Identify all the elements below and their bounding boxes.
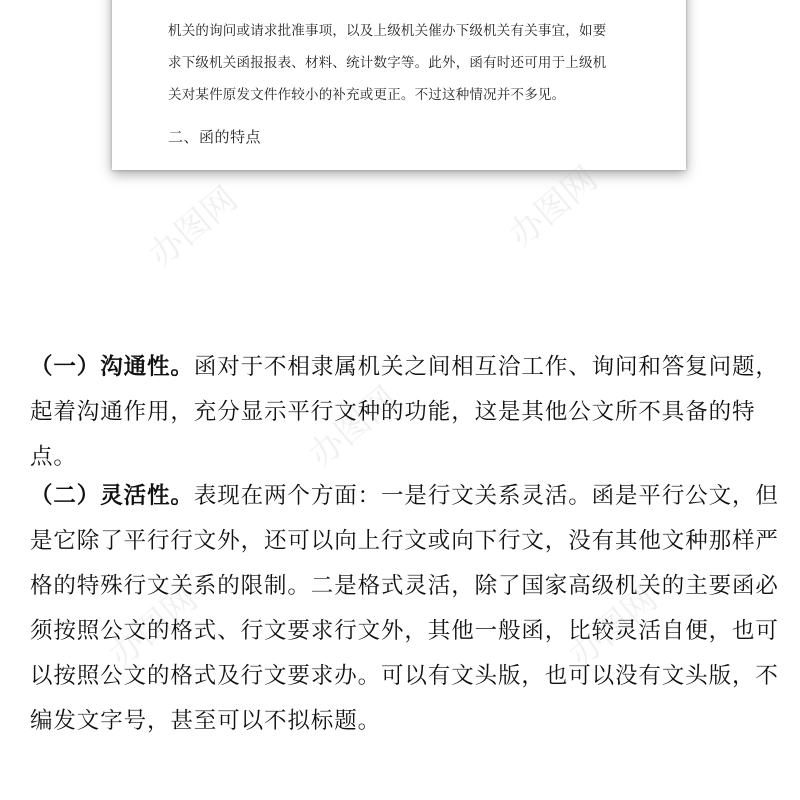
document-preview-card xyxy=(112,0,686,170)
doc-line-2: 求下级机关函报报表、材料、统计数字等。此外，函有时还可用于上级机 xyxy=(168,55,607,71)
doc-line-3: 关对某件原发文件作较小的补充或更正。不过这种情况并不多见。 xyxy=(168,87,566,103)
paragraph-lead: （二）灵活性。 xyxy=(30,483,194,509)
paragraph-communication xyxy=(30,345,780,480)
paragraph-text: 表现在两个方面：一是行文关系灵活。函是平行公文，但是它除了平行行文外，还可以向上行文或向下行文，没有其他文种那样严格的特殊行文关系的限制。二是格式灵活，除了国家高级机关的主要函必须按照公文的格式、行文要求行文外，其他一般函，比较灵活自便，也可以按照公文的格式及行文要求办。可以有文头版，也可以没有文头版，不编发文字号，甚至可以不拟标题。 xyxy=(30,483,779,734)
watermark: 办图网 xyxy=(141,179,246,276)
paragraph-flexibility xyxy=(30,474,780,744)
watermark: 办图网 xyxy=(101,579,206,676)
watermark: 办图网 xyxy=(301,379,406,476)
watermark: 办图网 xyxy=(561,579,666,676)
doc-line-1: 机关的询问或请求批准事项，以及上级机关催办下级机关有关事宜，如要 xyxy=(168,23,607,39)
watermark: 办图网 xyxy=(501,159,606,256)
section-heading: 二、函的特点 xyxy=(168,128,262,146)
paragraph-lead: （一）沟通性。 xyxy=(30,354,194,380)
paragraph-text: 函对于不相隶属机关之间相互洽工作、询问和答复问题，起着沟通作用，充分显示平行文种的功能，这是其他公文所不具备的特点。 xyxy=(30,354,779,470)
